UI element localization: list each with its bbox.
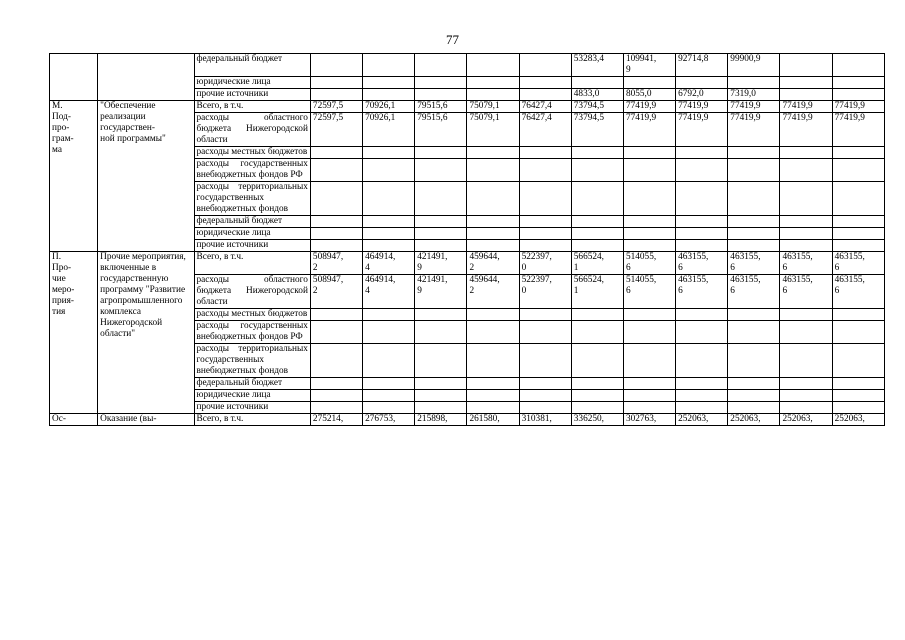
value-cell bbox=[623, 309, 675, 321]
value-cell bbox=[519, 147, 571, 159]
value-cell bbox=[780, 147, 832, 159]
value-cell bbox=[728, 159, 780, 182]
value-cell bbox=[310, 54, 362, 77]
funding-source-cell: расходы территориальных государственных внебюджетных фондов bbox=[194, 182, 310, 216]
value-cell bbox=[571, 240, 623, 252]
value-cell bbox=[519, 228, 571, 240]
value-cell bbox=[415, 147, 467, 159]
value-cell bbox=[467, 147, 519, 159]
value-cell bbox=[623, 321, 675, 344]
value-cell bbox=[623, 390, 675, 402]
value-cell bbox=[623, 402, 675, 414]
funding-source-cell: прочие источники bbox=[194, 89, 310, 101]
value-cell: 459644, 2 bbox=[467, 252, 519, 275]
value-cell bbox=[832, 54, 884, 77]
value-cell: 522397, 0 bbox=[519, 252, 571, 275]
value-cell bbox=[728, 216, 780, 228]
value-cell bbox=[310, 309, 362, 321]
value-cell bbox=[571, 402, 623, 414]
value-cell bbox=[415, 390, 467, 402]
section-code-cell bbox=[50, 54, 98, 101]
value-cell bbox=[467, 182, 519, 216]
value-cell: 73794,5 bbox=[571, 101, 623, 113]
value-cell bbox=[780, 321, 832, 344]
value-cell bbox=[415, 159, 467, 182]
value-cell: 4833,0 bbox=[571, 89, 623, 101]
value-cell bbox=[415, 402, 467, 414]
value-cell bbox=[780, 228, 832, 240]
value-cell bbox=[571, 182, 623, 216]
value-cell bbox=[780, 182, 832, 216]
value-cell: 75079,1 bbox=[467, 101, 519, 113]
value-cell bbox=[519, 216, 571, 228]
value-cell bbox=[728, 321, 780, 344]
value-cell bbox=[676, 216, 728, 228]
value-cell bbox=[623, 77, 675, 89]
value-cell: 53283,4 bbox=[571, 54, 623, 77]
value-cell: 336250, bbox=[571, 414, 623, 426]
value-cell bbox=[676, 228, 728, 240]
value-cell bbox=[728, 240, 780, 252]
value-cell: 261580, bbox=[467, 414, 519, 426]
value-cell bbox=[728, 182, 780, 216]
funding-source-cell: Всего, в т.ч. bbox=[194, 101, 310, 113]
value-cell bbox=[415, 321, 467, 344]
table-row bbox=[50, 54, 885, 77]
value-cell: 77419,9 bbox=[728, 113, 780, 147]
value-cell bbox=[571, 147, 623, 159]
value-cell: 76427,4 bbox=[519, 101, 571, 113]
value-cell bbox=[623, 378, 675, 390]
value-cell bbox=[467, 89, 519, 101]
value-cell bbox=[623, 147, 675, 159]
value-cell bbox=[363, 378, 415, 390]
value-cell bbox=[832, 147, 884, 159]
value-cell bbox=[363, 240, 415, 252]
value-cell: 79515,6 bbox=[415, 113, 467, 147]
value-cell bbox=[832, 378, 884, 390]
value-cell bbox=[623, 182, 675, 216]
value-cell bbox=[415, 228, 467, 240]
value-cell bbox=[832, 390, 884, 402]
value-cell bbox=[676, 402, 728, 414]
value-cell bbox=[676, 77, 728, 89]
value-cell: 75079,1 bbox=[467, 113, 519, 147]
value-cell bbox=[363, 390, 415, 402]
value-cell bbox=[676, 321, 728, 344]
value-cell bbox=[363, 228, 415, 240]
value-cell bbox=[415, 309, 467, 321]
value-cell bbox=[780, 344, 832, 378]
value-cell bbox=[571, 344, 623, 378]
value-cell: 252063, bbox=[832, 414, 884, 426]
value-cell bbox=[467, 77, 519, 89]
section-name-cell: Прочие мероприятия, включенные в государственную программу "Развитие агропромышленного комплекса Нижегородской области" bbox=[98, 252, 194, 414]
value-cell bbox=[363, 402, 415, 414]
funding-source-cell: Всего, в т.ч. bbox=[194, 414, 310, 426]
value-cell: 275214, bbox=[310, 414, 362, 426]
value-cell: 464914, 4 bbox=[363, 252, 415, 275]
value-cell bbox=[467, 344, 519, 378]
value-cell bbox=[780, 240, 832, 252]
table-row bbox=[50, 414, 885, 426]
value-cell: 508947, 2 bbox=[310, 275, 362, 309]
value-cell bbox=[728, 402, 780, 414]
value-cell: 463155, 6 bbox=[832, 252, 884, 275]
value-cell bbox=[467, 159, 519, 182]
value-cell bbox=[780, 402, 832, 414]
value-cell: 77419,9 bbox=[832, 101, 884, 113]
value-cell: 566524, 1 bbox=[571, 275, 623, 309]
value-cell bbox=[363, 309, 415, 321]
value-cell bbox=[467, 309, 519, 321]
value-cell bbox=[310, 182, 362, 216]
value-cell bbox=[623, 159, 675, 182]
value-cell: 92714,8 bbox=[676, 54, 728, 77]
value-cell bbox=[676, 309, 728, 321]
value-cell bbox=[415, 54, 467, 77]
section-name-cell: Оказание (вы- bbox=[98, 414, 194, 426]
value-cell: 276753, bbox=[363, 414, 415, 426]
value-cell: 421491, 9 bbox=[415, 252, 467, 275]
value-cell bbox=[676, 147, 728, 159]
value-cell bbox=[623, 216, 675, 228]
funding-source-cell: расходы местных бюджетов bbox=[194, 147, 310, 159]
value-cell bbox=[728, 390, 780, 402]
value-cell: 7319,0 bbox=[728, 89, 780, 101]
value-cell: 72597,5 bbox=[310, 101, 362, 113]
value-cell: 463155, 6 bbox=[676, 252, 728, 275]
budget-table-body bbox=[50, 54, 885, 426]
value-cell bbox=[571, 321, 623, 344]
value-cell bbox=[310, 378, 362, 390]
value-cell bbox=[728, 147, 780, 159]
value-cell bbox=[780, 378, 832, 390]
value-cell bbox=[519, 309, 571, 321]
value-cell: 79515,6 bbox=[415, 101, 467, 113]
value-cell bbox=[571, 378, 623, 390]
value-cell bbox=[832, 321, 884, 344]
value-cell: 463155, 6 bbox=[728, 252, 780, 275]
value-cell: 522397, 0 bbox=[519, 275, 571, 309]
value-cell bbox=[467, 390, 519, 402]
value-cell: 463155, 6 bbox=[728, 275, 780, 309]
value-cell bbox=[519, 54, 571, 77]
value-cell bbox=[519, 77, 571, 89]
value-cell: 77419,9 bbox=[832, 113, 884, 147]
funding-source-cell: прочие источники bbox=[194, 240, 310, 252]
value-cell bbox=[363, 182, 415, 216]
value-cell bbox=[832, 344, 884, 378]
value-cell bbox=[832, 89, 884, 101]
value-cell: 252063, bbox=[728, 414, 780, 426]
value-cell bbox=[571, 159, 623, 182]
value-cell bbox=[571, 390, 623, 402]
value-cell bbox=[832, 228, 884, 240]
funding-source-cell: Всего, в т.ч. bbox=[194, 252, 310, 275]
value-cell bbox=[310, 89, 362, 101]
value-cell bbox=[363, 147, 415, 159]
value-cell: 463155, 6 bbox=[832, 275, 884, 309]
value-cell bbox=[832, 159, 884, 182]
value-cell bbox=[780, 216, 832, 228]
section-code-cell: П. Про- чие меро- прия- тия bbox=[50, 252, 98, 414]
page-number: 77 bbox=[446, 32, 459, 47]
value-cell bbox=[832, 216, 884, 228]
section-name-cell: "Обеспечение реализации государствен- ной программы" bbox=[98, 101, 194, 252]
value-cell bbox=[310, 159, 362, 182]
value-cell: 566524, 1 bbox=[571, 252, 623, 275]
value-cell bbox=[728, 228, 780, 240]
funding-source-cell: расходы государственных внебюджетных фондов РФ bbox=[194, 321, 310, 344]
value-cell bbox=[310, 402, 362, 414]
value-cell bbox=[623, 228, 675, 240]
value-cell bbox=[623, 240, 675, 252]
value-cell: 77419,9 bbox=[623, 101, 675, 113]
value-cell: 463155, 6 bbox=[676, 275, 728, 309]
value-cell: 77419,9 bbox=[780, 101, 832, 113]
value-cell bbox=[519, 321, 571, 344]
value-cell: 252063, bbox=[676, 414, 728, 426]
value-cell bbox=[310, 228, 362, 240]
value-cell bbox=[415, 77, 467, 89]
value-cell bbox=[519, 344, 571, 378]
value-cell: 463155, 6 bbox=[780, 252, 832, 275]
value-cell bbox=[519, 390, 571, 402]
value-cell bbox=[780, 89, 832, 101]
value-cell: 76427,4 bbox=[519, 113, 571, 147]
value-cell bbox=[363, 89, 415, 101]
value-cell bbox=[363, 54, 415, 77]
budget-table bbox=[49, 53, 885, 426]
value-cell bbox=[676, 390, 728, 402]
value-cell bbox=[832, 402, 884, 414]
value-cell bbox=[310, 344, 362, 378]
value-cell bbox=[728, 309, 780, 321]
funding-source-cell: расходы государственных внебюджетных фондов РФ bbox=[194, 159, 310, 182]
value-cell bbox=[780, 159, 832, 182]
value-cell: 77419,9 bbox=[676, 101, 728, 113]
table-row bbox=[50, 101, 885, 113]
value-cell bbox=[415, 89, 467, 101]
funding-source-cell: прочие источники bbox=[194, 402, 310, 414]
value-cell bbox=[780, 77, 832, 89]
value-cell: 459644, 2 bbox=[467, 275, 519, 309]
value-cell bbox=[676, 159, 728, 182]
value-cell: 508947, 2 bbox=[310, 252, 362, 275]
section-name-cell bbox=[98, 54, 194, 101]
funding-source-cell: расходы областного бюджета Нижегородской области bbox=[194, 275, 310, 309]
value-cell bbox=[571, 216, 623, 228]
value-cell: 8055,0 bbox=[623, 89, 675, 101]
value-cell bbox=[363, 344, 415, 378]
value-cell bbox=[415, 182, 467, 216]
value-cell: 70926,1 bbox=[363, 101, 415, 113]
funding-source-cell: юридические лица bbox=[194, 228, 310, 240]
value-cell bbox=[571, 77, 623, 89]
value-cell: 72597,5 bbox=[310, 113, 362, 147]
value-cell bbox=[832, 182, 884, 216]
value-cell bbox=[519, 89, 571, 101]
value-cell bbox=[519, 182, 571, 216]
funding-source-cell: федеральный бюджет bbox=[194, 216, 310, 228]
value-cell: 464914, 4 bbox=[363, 275, 415, 309]
value-cell bbox=[623, 344, 675, 378]
value-cell bbox=[310, 390, 362, 402]
value-cell: 514055, 6 bbox=[623, 252, 675, 275]
value-cell bbox=[780, 390, 832, 402]
value-cell bbox=[310, 216, 362, 228]
value-cell bbox=[832, 309, 884, 321]
value-cell: 310381, bbox=[519, 414, 571, 426]
value-cell bbox=[780, 309, 832, 321]
value-cell bbox=[571, 228, 623, 240]
value-cell: 99900,9 bbox=[728, 54, 780, 77]
value-cell bbox=[676, 344, 728, 378]
value-cell bbox=[467, 228, 519, 240]
value-cell bbox=[571, 309, 623, 321]
value-cell bbox=[519, 378, 571, 390]
funding-source-cell: юридические лица bbox=[194, 77, 310, 89]
value-cell: 73794,5 bbox=[571, 113, 623, 147]
value-cell bbox=[467, 240, 519, 252]
value-cell bbox=[832, 240, 884, 252]
value-cell bbox=[415, 344, 467, 378]
funding-source-cell: расходы местных бюджетов bbox=[194, 309, 310, 321]
value-cell: 421491, 9 bbox=[415, 275, 467, 309]
value-cell: 70926,1 bbox=[363, 113, 415, 147]
value-cell bbox=[310, 147, 362, 159]
value-cell bbox=[519, 240, 571, 252]
value-cell bbox=[415, 216, 467, 228]
value-cell bbox=[415, 240, 467, 252]
value-cell bbox=[676, 182, 728, 216]
value-cell bbox=[415, 378, 467, 390]
value-cell bbox=[310, 77, 362, 89]
value-cell bbox=[728, 344, 780, 378]
value-cell bbox=[467, 54, 519, 77]
value-cell bbox=[467, 378, 519, 390]
value-cell bbox=[363, 321, 415, 344]
value-cell: 77419,9 bbox=[780, 113, 832, 147]
value-cell: 302763, bbox=[623, 414, 675, 426]
value-cell bbox=[728, 77, 780, 89]
value-cell bbox=[519, 402, 571, 414]
value-cell: 215898, bbox=[415, 414, 467, 426]
value-cell bbox=[363, 216, 415, 228]
section-code-cell: Ос- bbox=[50, 414, 98, 426]
value-cell: 6792,0 bbox=[676, 89, 728, 101]
value-cell: 463155, 6 bbox=[780, 275, 832, 309]
value-cell bbox=[467, 216, 519, 228]
value-cell bbox=[676, 378, 728, 390]
value-cell bbox=[467, 402, 519, 414]
table-row bbox=[50, 252, 885, 275]
funding-source-cell: расходы областного бюджета Нижегородской области bbox=[194, 113, 310, 147]
value-cell bbox=[519, 159, 571, 182]
value-cell bbox=[467, 321, 519, 344]
value-cell: 109941, 9 bbox=[623, 54, 675, 77]
value-cell: 514055, 6 bbox=[623, 275, 675, 309]
value-cell bbox=[363, 77, 415, 89]
value-cell bbox=[780, 54, 832, 77]
value-cell: 252063, bbox=[780, 414, 832, 426]
value-cell: 77419,9 bbox=[676, 113, 728, 147]
funding-source-cell: федеральный бюджет bbox=[194, 54, 310, 77]
section-code-cell: М. Под- про- грам- ма bbox=[50, 101, 98, 252]
value-cell bbox=[363, 159, 415, 182]
value-cell bbox=[310, 321, 362, 344]
value-cell: 77419,9 bbox=[728, 101, 780, 113]
value-cell bbox=[310, 240, 362, 252]
funding-source-cell: федеральный бюджет bbox=[194, 378, 310, 390]
value-cell: 77419,9 bbox=[623, 113, 675, 147]
value-cell bbox=[676, 240, 728, 252]
funding-source-cell: расходы территориальных государственных внебюджетных фондов bbox=[194, 344, 310, 378]
funding-source-cell: юридические лица bbox=[194, 390, 310, 402]
value-cell bbox=[832, 77, 884, 89]
value-cell bbox=[728, 378, 780, 390]
